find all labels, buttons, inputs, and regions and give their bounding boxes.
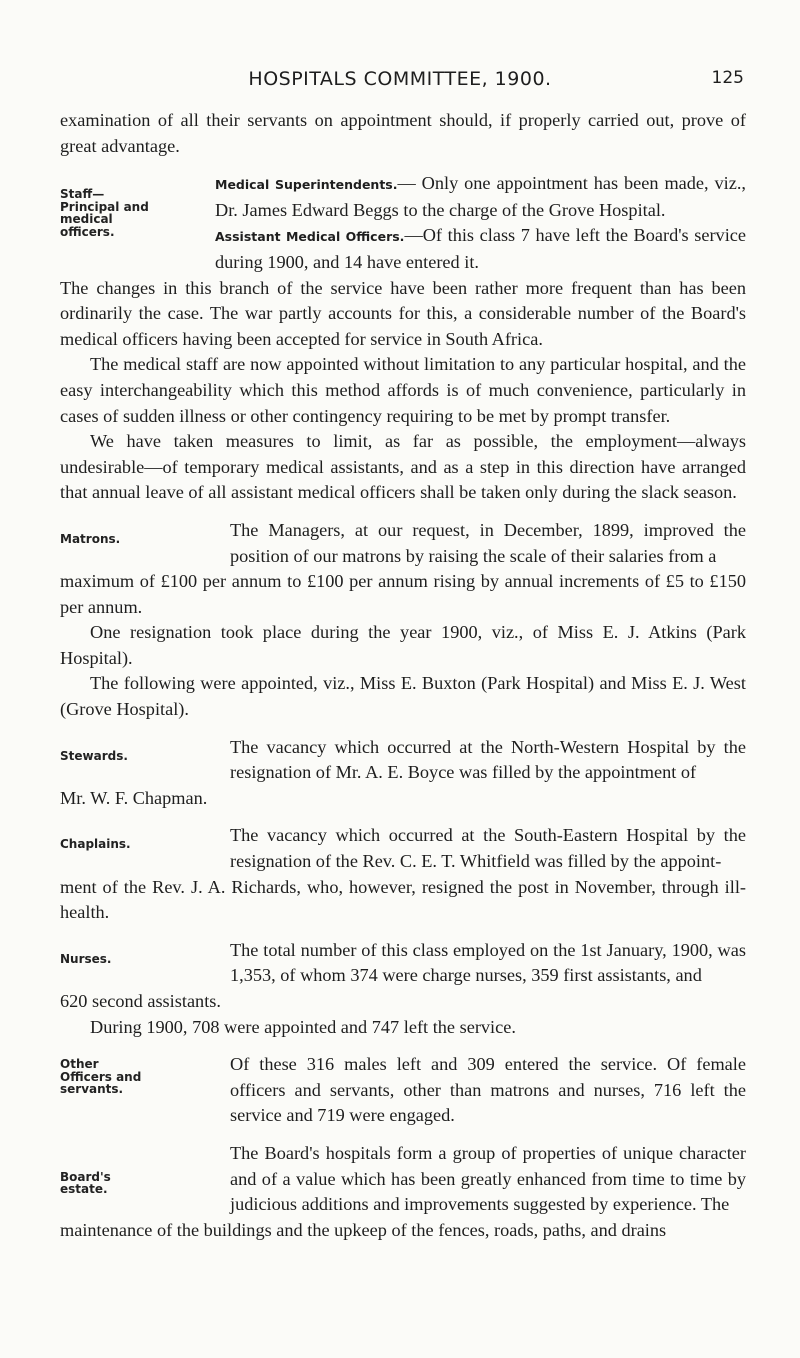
matrons-resignation-paragraph: One resignation took place during the year 1900, viz., of Miss E. J. Atkins (Park Hospital).	[60, 622, 746, 668]
stewards-paragraph-lead: The vacancy which occurred at the North-Western Hospital by the resignation of Mr. A. E. Boyce was filled by the appointment of	[230, 736, 746, 783]
section-matrons	[60, 518, 746, 723]
medical-superintendents-text: — Only one appointment has been made, viz., Dr. James Edward Beggs to the charge of the Grove Hospital.	[215, 173, 746, 220]
nurses-paragraph-rest: 620 second assistants.	[60, 991, 221, 1011]
assistant-medical-officers-paragraph	[215, 223, 746, 275]
stewards-paragraph-rest: Mr. W. F. Chapman.	[60, 787, 208, 808]
sidenote-other-officers: Other Officers and servants.	[60, 1057, 142, 1097]
paragraph-measures: We have taken measures to limit, as far as possible, the employment—always undesirable—of temporary medical assistants, and as a step in this direction have arranged that annual leave of all assistant medical officers shall be taken only during the slack season.	[60, 431, 746, 503]
matrons-appointed-paragraph: The following were appointed, viz., Miss E. Buxton (Park Hospital) and Miss E. J. West (Grove Hospital).	[60, 673, 746, 720]
estate-paragraph-lead: The Board's hospitals form a group of properties of unique character and of a value which has been greatly enhanced from time to time by judicious additions and improvements suggested by experience. The	[230, 1142, 746, 1215]
page-title: HOSPITALS COMMITTEE, 1900.	[248, 68, 552, 90]
paragraph-changes: The changes in this branch of the service have been rather more frequent than has been ordinarily the case. The war partly accounts for this, a considerable number of the Board's medical officers having been accepted for service in South Africa.	[60, 277, 746, 349]
nurses-paragraph-lead: The total number of this class employed on the 1st January, 1900, was 1,353, of whom 374 were charge nurses, 359 first assistants, and	[230, 939, 746, 986]
matrons-paragraph-rest: maximum of £100 per annum to £100 per annum rising by annual increments of £5 to £150 per annum.	[60, 571, 746, 617]
sidenote-staff: Staff— Principal and medical officers.	[60, 187, 149, 239]
sidenote-matrons: Matrons.	[60, 531, 121, 546]
section-stewards	[60, 735, 746, 812]
paragraph-medical-staff: The medical staff are now appointed without limitation to any particular hospital, and the easy interchangeability which this method affords is of much convenience, particularly in cases of sudden illness or other contingency requiring to be met by prompt transfer.	[60, 354, 746, 426]
sidenote-boards-estate: Board's estate.	[60, 1169, 111, 1197]
sidenote-stewards: Stewards.	[60, 748, 128, 763]
medical-superintendents-heading: Medical Superintendents.	[215, 177, 398, 193]
assistant-medical-officers-heading: Assistant Medical Officers.	[215, 229, 405, 245]
nurses-during-paragraph: During 1900, 708 were appointed and 747 left the service.	[90, 1016, 516, 1037]
opening-paragraph: examination of all their servants on appointment should, if properly carried out, prove of great advantage.	[60, 110, 746, 156]
section-staff	[60, 171, 746, 506]
page-number: 125	[711, 68, 744, 88]
chaplains-paragraph-lead: The vacancy which occurred at the South-Eastern Hospital by the resignation of the Rev. C. E. T. Whitfield was filled by the appoint-	[230, 825, 746, 872]
body-text	[60, 108, 746, 1243]
section-other-officers	[60, 1052, 746, 1129]
assistant-medical-officers-text: —Of this class 7 have left the Board's service during 1900, and 14 have entered it.	[215, 225, 747, 272]
chaplains-paragraph-rest: ment of the Rev. J. A. Richards, who, however, resigned the post in November, through ill-health.	[60, 876, 746, 923]
other-officers-paragraph: Of these 316 males left and 309 entered the service. Of female officers and servants, other than matrons and nurses, 716 left the service and 719 were engaged.	[230, 1054, 746, 1126]
medical-superintendents-paragraph	[215, 171, 746, 223]
section-chaplains	[60, 823, 746, 925]
estate-paragraph-rest: maintenance of the buildings and the upkeep of the fences, roads, paths, and drains	[60, 1219, 667, 1240]
matrons-paragraph-lead: The Managers, at our request, in December, 1899, improved the position of our matrons by raising the scale of their salaries from a	[230, 519, 746, 566]
running-header	[0, 68, 800, 92]
section-nurses	[60, 938, 746, 1040]
sidenote-nurses: Nurses.	[60, 951, 112, 966]
sidenote-chaplains: Chaplains.	[60, 837, 131, 852]
section-boards-estate	[60, 1141, 746, 1243]
